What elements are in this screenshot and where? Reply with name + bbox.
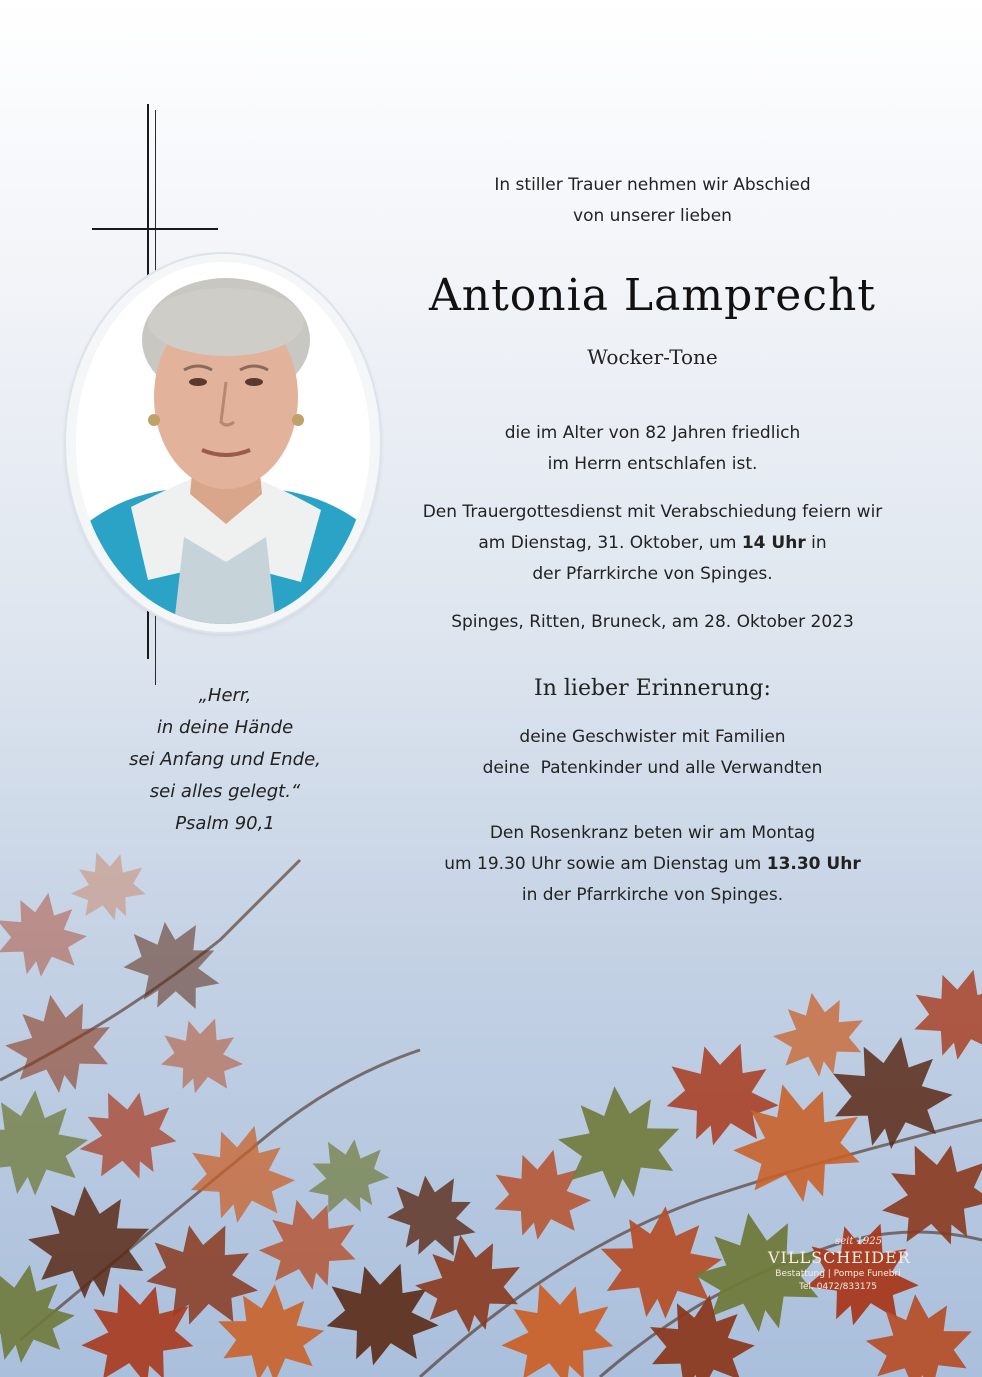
maple-leaf bbox=[292, 1121, 403, 1229]
quote-line: in deine Hände bbox=[156, 717, 294, 738]
mourners-list bbox=[420, 722, 885, 784]
rosary-time: 13.30 Uhr bbox=[766, 854, 861, 874]
rosary-line: in der Pfarrkirche von Spinges. bbox=[521, 885, 784, 905]
passing-line: im Herrn entschlafen ist. bbox=[547, 454, 758, 474]
logo-subtitle: Bestattung | Pompe Funebri bbox=[775, 1269, 901, 1279]
maple-leaf bbox=[149, 1004, 254, 1105]
deceased-name: Antonia Lamprecht bbox=[429, 270, 876, 321]
maple-leaf bbox=[0, 1256, 82, 1371]
maple-leaf bbox=[0, 885, 93, 984]
cross-horizontal-line bbox=[92, 228, 218, 230]
intro-line: In stiller Trauer nehmen wir Abschied bbox=[494, 175, 811, 195]
logo-telephone: Tel. 0472/833175 bbox=[798, 1282, 878, 1292]
maple-leaf bbox=[63, 1072, 191, 1196]
deceased-nickname: Wocker-Tone bbox=[587, 345, 718, 369]
intro-text bbox=[420, 170, 885, 232]
service-suffix: in bbox=[805, 533, 827, 553]
service-line: Den Trauergottesdienst mit Verabschiedung feiern wir bbox=[422, 502, 883, 522]
maple-leaf bbox=[554, 1081, 685, 1203]
logo-since: seit 1925 bbox=[835, 1236, 882, 1247]
portrait-photo bbox=[76, 262, 370, 624]
maple-leaf bbox=[902, 957, 982, 1070]
service-line bbox=[420, 528, 885, 559]
rosary-text-prefix: um 19.30 Uhr sowie am Dienstag um bbox=[444, 854, 767, 874]
passing-line: die im Alter von 82 Jahren friedlich bbox=[504, 423, 801, 443]
psalm-quote bbox=[100, 680, 350, 840]
maple-leaf bbox=[311, 1244, 454, 1377]
maple-leaf bbox=[0, 1085, 92, 1200]
quote-line: sei alles gelegt.“ bbox=[149, 781, 301, 802]
mourners-line: deine Geschwister mit Familien bbox=[519, 727, 786, 747]
maple-leaf bbox=[108, 900, 239, 1028]
maple-leaf bbox=[178, 1112, 306, 1234]
logo-name: VILLSCHEIDER bbox=[768, 1248, 911, 1267]
service-line: der Pfarrkirche von Spinges. bbox=[532, 564, 773, 584]
rosary-line: Den Rosenkranz beten wir am Montag bbox=[489, 823, 816, 843]
quote-source: Psalm 90,1 bbox=[175, 813, 275, 834]
service-time: 14 Uhr bbox=[741, 533, 806, 553]
maple-leaf bbox=[373, 1156, 494, 1274]
intro-line: von unserer lieben bbox=[573, 206, 732, 226]
funeral-home-logo bbox=[768, 1236, 911, 1294]
maple-leaf bbox=[24, 1181, 155, 1303]
maple-leaf bbox=[61, 839, 156, 931]
service-text bbox=[420, 497, 885, 590]
passing-text bbox=[420, 418, 885, 480]
memory-heading: In lieber Erinnerung: bbox=[534, 676, 771, 701]
maple-leaf bbox=[0, 986, 120, 1101]
mourners-line: deine Patenkinder und alle Verwandten bbox=[482, 758, 823, 778]
maple-leaf bbox=[767, 985, 871, 1084]
quote-line: sei Anfang und Ende, bbox=[129, 749, 321, 770]
place-date: Spinges, Ritten, Bruneck, am 28. Oktober 2023 bbox=[451, 612, 854, 632]
quote-line: „Herr, bbox=[198, 685, 252, 706]
service-date: am Dienstag, 31. Oktober, um bbox=[478, 533, 742, 553]
